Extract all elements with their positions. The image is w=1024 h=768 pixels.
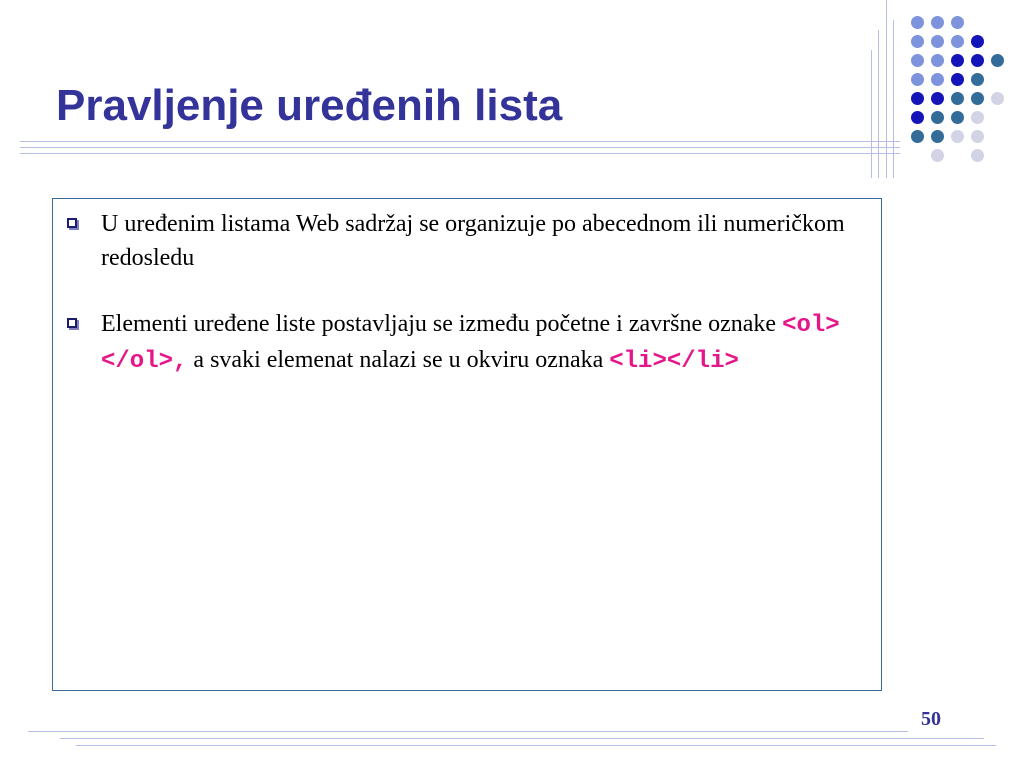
decoration-dot xyxy=(911,92,924,105)
decoration-dot xyxy=(951,54,964,67)
slide-title: Pravljenje uređenih lista xyxy=(56,81,563,130)
header-vertical-rule xyxy=(886,0,887,178)
footer-horizontal-rule xyxy=(28,731,908,732)
decoration-dot xyxy=(951,130,964,143)
decoration-dot xyxy=(951,73,964,86)
decoration-dot xyxy=(931,149,944,162)
decoration-dot xyxy=(971,149,984,162)
decoration-dot xyxy=(971,54,984,67)
footer-horizontal-rule xyxy=(76,745,996,746)
hollow-square-bullet-icon xyxy=(67,318,77,328)
decoration-dot xyxy=(931,35,944,48)
decoration-dot xyxy=(931,16,944,29)
decoration-dot xyxy=(971,111,984,124)
decoration-dot xyxy=(951,35,964,48)
decoration-dot xyxy=(971,92,984,105)
header-horizontal-rule xyxy=(20,153,900,154)
header-horizontal-rule xyxy=(20,147,900,148)
decoration-dot xyxy=(931,130,944,143)
hollow-square-bullet-icon xyxy=(67,218,77,228)
decoration-dot xyxy=(951,111,964,124)
page-number: 50 xyxy=(921,708,941,730)
decoration-dot xyxy=(971,130,984,143)
decoration-dot xyxy=(911,130,924,143)
bullet-item-2 xyxy=(101,307,891,379)
bullet-item-1 xyxy=(101,207,891,275)
bullet-text: U uređenim listama Web sadržaj se organizuje po abecednom ili numeričkom redosledu xyxy=(101,211,845,271)
decoration-dot xyxy=(911,73,924,86)
ol-tag-code: <ol></ol>, xyxy=(101,312,840,375)
header-horizontal-rule xyxy=(20,141,900,142)
decoration-dot xyxy=(911,54,924,67)
decoration-dot xyxy=(931,73,944,86)
content-box xyxy=(52,198,882,691)
decoration-dot xyxy=(991,54,1004,67)
header-vertical-rule xyxy=(871,50,872,178)
decoration-dot xyxy=(911,35,924,48)
decoration-dot xyxy=(991,92,1004,105)
bullet-text-part: a svaki elemenat nalazi se u okviru oznaka xyxy=(187,347,610,373)
decoration-dot xyxy=(931,111,944,124)
decoration-dot xyxy=(931,92,944,105)
decoration-dot xyxy=(911,16,924,29)
decoration-dot xyxy=(951,16,964,29)
header-vertical-rule xyxy=(878,30,879,178)
bullet-text-part: Elementi uređene liste postavljaju se između početne i završne oznake xyxy=(101,311,783,337)
decoration-dot xyxy=(951,92,964,105)
decoration-dot xyxy=(971,73,984,86)
decoration-dot xyxy=(931,54,944,67)
li-tag-code: <li></li> xyxy=(609,348,739,375)
decoration-dot xyxy=(971,35,984,48)
decoration-dot xyxy=(911,111,924,124)
footer-horizontal-rule xyxy=(60,738,984,739)
header-vertical-rule xyxy=(893,20,894,178)
